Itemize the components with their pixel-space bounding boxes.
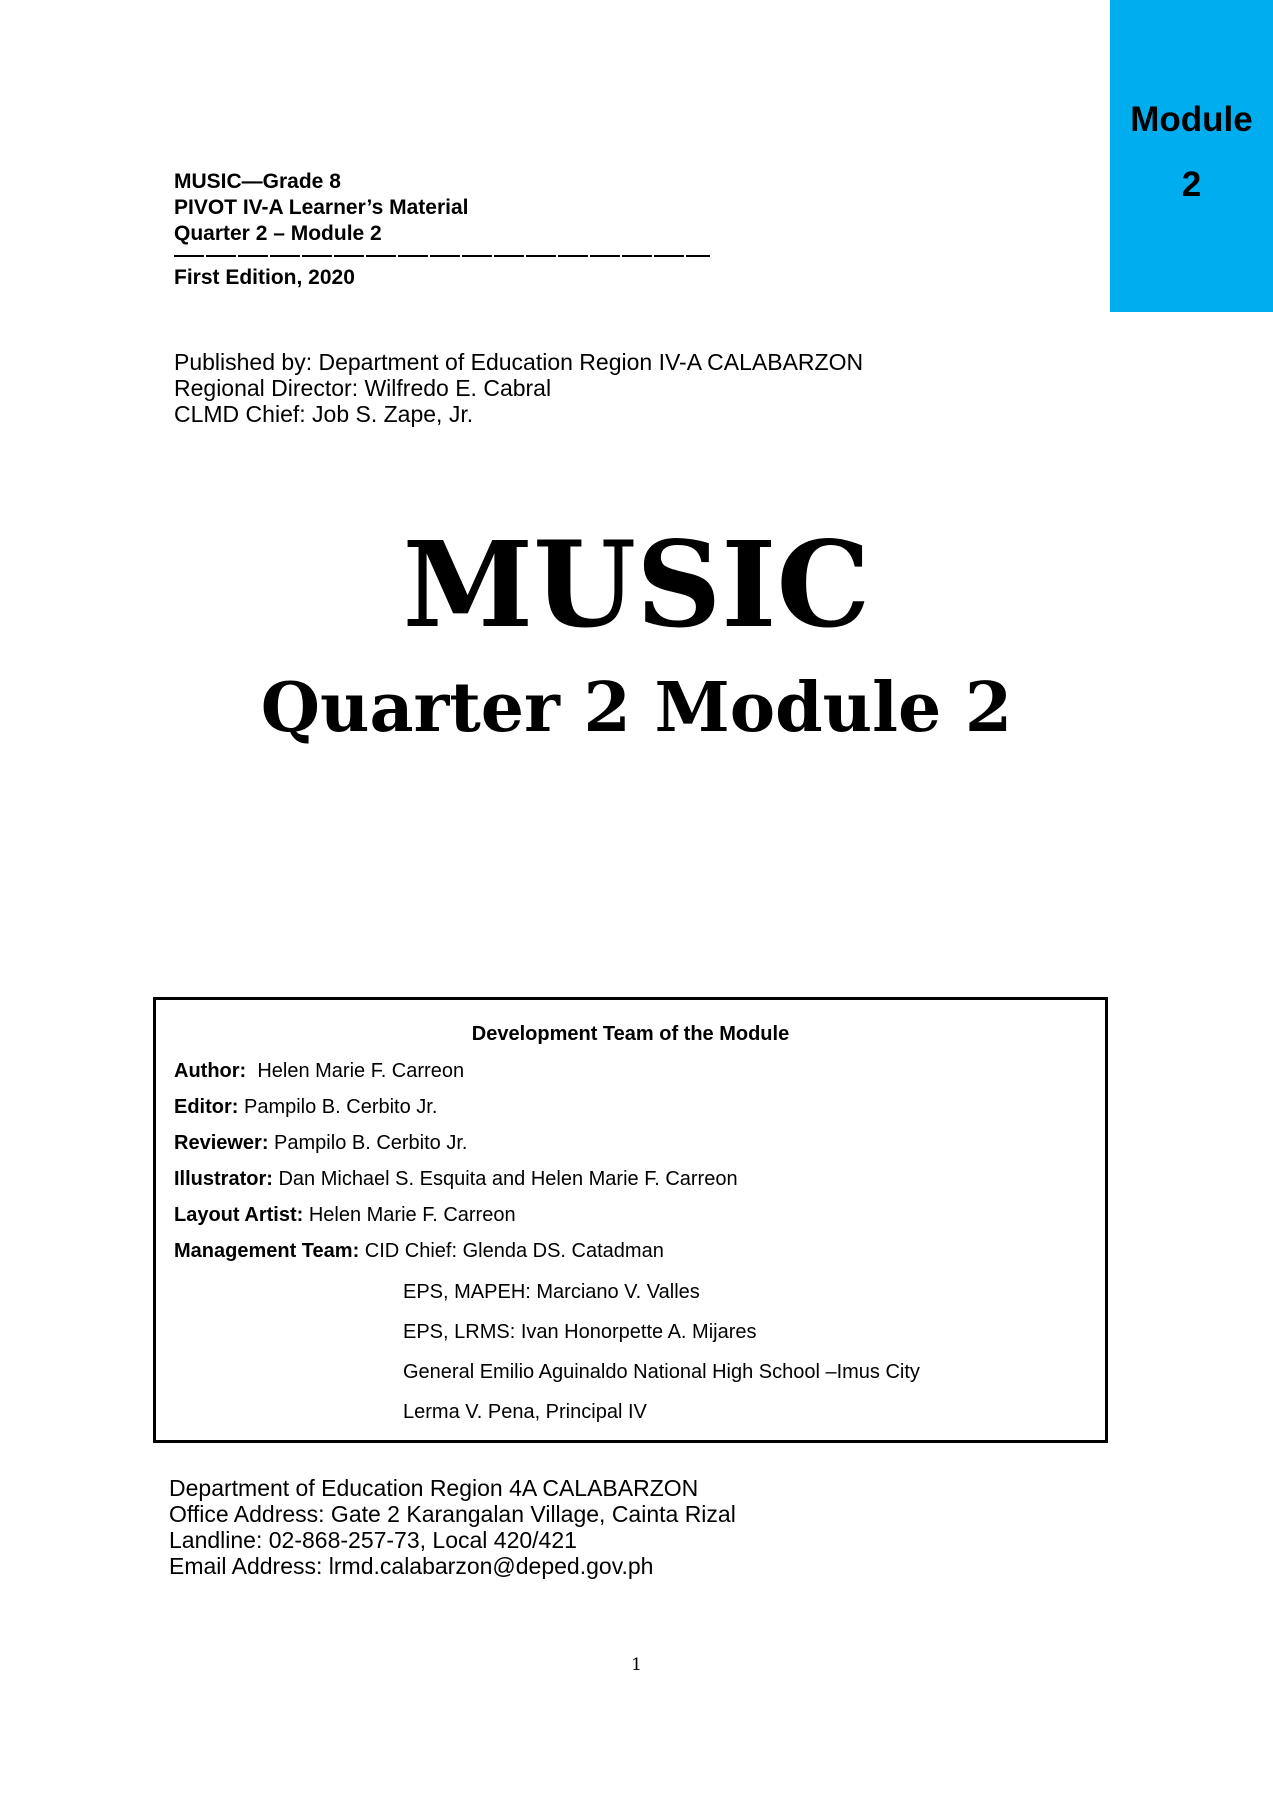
- header-subject: MUSIC—Grade 8: [174, 170, 341, 193]
- management-member: Lerma V. Pena, Principal IV: [403, 1401, 647, 1423]
- team-row-management: Management Team: CID Chief: Glenda DS. Catadman: [174, 1240, 664, 1262]
- header-material: PIVOT IV-A Learner’s Material: [174, 196, 469, 219]
- contact-landline: Landline: 02-868-257-73, Local 420/421: [169, 1527, 577, 1553]
- clmd-chief-line: CLMD Chief: Job S. Zape, Jr.: [174, 401, 474, 427]
- module-tab-number: 2: [1181, 165, 1202, 204]
- management-member: EPS, LRMS: Ivan Honorpette A. Mijares: [403, 1321, 757, 1343]
- page-number: 1: [631, 1655, 642, 1675]
- header-divider: [174, 247, 469, 265]
- development-team-box: [153, 997, 1108, 1443]
- page-title: MUSIC: [402, 515, 871, 654]
- team-heading: Development Team of the Module: [471, 1023, 790, 1045]
- team-row-author: Author: Helen Marie F. Carreon: [174, 1060, 465, 1082]
- management-member: General Emilio Aguinaldo National High School –Imus City: [403, 1361, 920, 1383]
- module-tab: [1110, 0, 1273, 312]
- team-row-illustrator: Illustrator: Dan Michael S. Esquita and Helen Marie F. Carreon: [174, 1168, 738, 1190]
- team-row-layout-artist: Layout Artist: Helen Marie F. Carreon: [174, 1204, 516, 1226]
- contact-info: [169, 1475, 736, 1579]
- header-block: [174, 169, 469, 291]
- publisher-info: [174, 349, 863, 427]
- header-quarter: Quarter 2 – Module 2: [174, 222, 382, 245]
- team-row-editor: Editor: Pampilo B. Cerbito Jr.: [174, 1096, 438, 1118]
- publisher-line: Published by: Department of Education Region IV-A CALABARZON: [174, 349, 864, 375]
- header-edition: First Edition, 2020: [174, 266, 355, 289]
- team-row-reviewer: Reviewer: Pampilo B. Cerbito Jr.: [174, 1132, 468, 1154]
- contact-address: Office Address: Gate 2 Karangalan Village, Cainta Rizal: [169, 1501, 736, 1527]
- contact-email: Email Address: lrmd.calabarzon@deped.gov.ph: [169, 1553, 654, 1579]
- module-tab-label: Module: [1130, 100, 1253, 139]
- regional-director-line: Regional Director: Wilfredo E. Cabral: [174, 375, 552, 401]
- management-member: EPS, MAPEH: Marciano V. Valles: [403, 1281, 700, 1303]
- contact-office: Department of Education Region 4A CALABARZON: [169, 1475, 699, 1501]
- page-subtitle: Quarter 2 Module 2: [260, 668, 1013, 748]
